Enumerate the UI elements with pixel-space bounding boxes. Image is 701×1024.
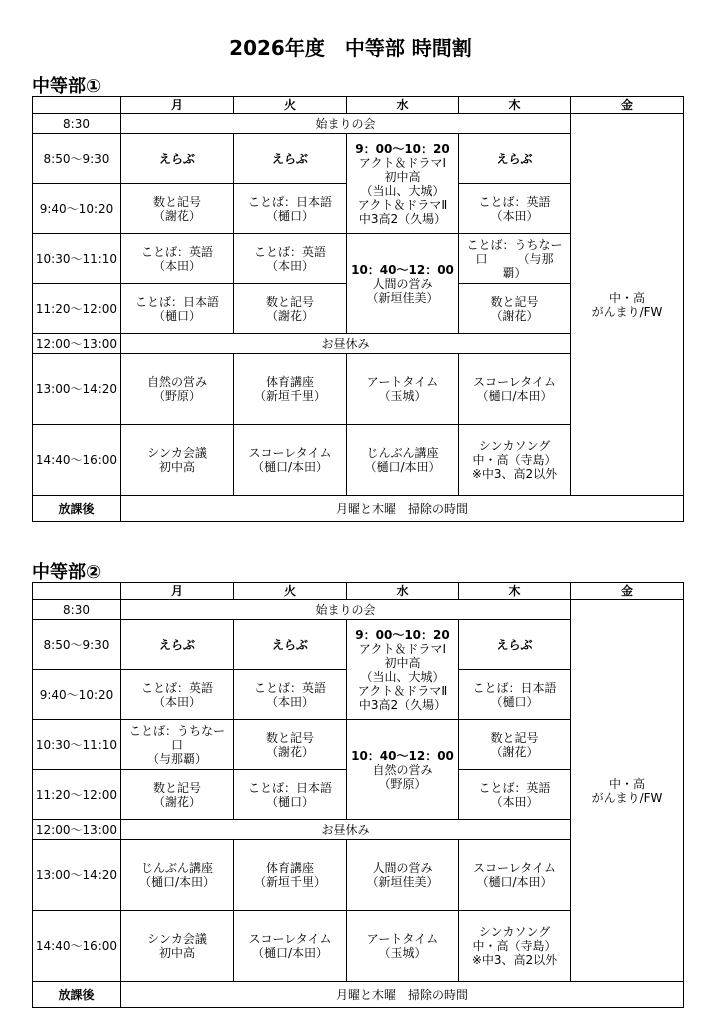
class-line: （新垣千里）	[253, 875, 326, 889]
class-line: ことば：日本語	[472, 680, 557, 695]
class-line: じんぶん講座	[140, 861, 213, 875]
class-line: 体育講座	[265, 861, 314, 875]
class-cell	[121, 425, 234, 496]
class-line: ことば：英語	[140, 244, 213, 259]
time-cell: 11:20〜12:00	[33, 284, 121, 334]
class-line: シンカ会議	[147, 932, 207, 946]
class-line: ことば：英語	[478, 194, 551, 209]
class-cell	[459, 620, 571, 670]
time-cell: 10:30〜11:10	[33, 234, 121, 284]
timetable	[32, 582, 684, 1008]
opening-row	[33, 600, 684, 620]
class-line: （樋口）	[265, 794, 314, 809]
time-cell: 14:40〜16:00	[33, 911, 121, 982]
wednesday-block	[347, 620, 459, 720]
class-line: （樋口）	[152, 308, 201, 323]
time-cell: 8:50〜9:30	[33, 620, 121, 670]
class-line: スコーレタイム	[472, 861, 557, 875]
class-cell	[459, 720, 571, 770]
wed-line: （新垣佳美）	[366, 290, 439, 305]
class-line: 体育講座	[265, 375, 314, 389]
class-line: （本田）	[490, 794, 539, 809]
time-cell: 13:00〜14:20	[33, 354, 121, 425]
wednesday-block	[347, 134, 459, 234]
class-line: ※中3、高2以外	[471, 953, 558, 967]
class-line: えらぶ	[496, 151, 533, 166]
time-cell: 13:00〜14:20	[33, 840, 121, 911]
time-cell: 8:30	[33, 114, 121, 134]
lunch-cell: お昼休み	[121, 334, 571, 354]
section-title: 中等部②	[32, 562, 102, 583]
day-header-tue: 火	[234, 583, 347, 600]
class-line: （樋口/本田）	[364, 460, 441, 474]
class-line: ことば：うちなー	[128, 723, 225, 738]
class-cell	[121, 720, 234, 770]
class-line: アートタイム	[366, 932, 439, 946]
class-cell	[121, 354, 234, 425]
wed-line: （当山、大城）	[360, 669, 445, 684]
class-cell	[459, 184, 571, 234]
after-school-cell: 月曜と木曜 掃除の時間	[121, 982, 684, 1008]
wed-line: アクト＆ドラマⅡ	[357, 197, 448, 212]
class-cell	[347, 840, 459, 911]
opening-cell: 始まりの会	[121, 114, 571, 134]
opening-cell: 始まりの会	[121, 600, 571, 620]
class-line: スコーレタイム	[248, 932, 332, 946]
class-line: 初中高	[158, 946, 195, 960]
time-cell: 11:20〜12:00	[33, 770, 121, 820]
class-cell	[234, 720, 347, 770]
class-line: ことば：英語	[140, 680, 213, 695]
class-cell	[347, 354, 459, 425]
class-cell	[347, 425, 459, 496]
day-header-row	[33, 583, 684, 600]
class-line: （謝花）	[152, 208, 201, 223]
class-line: えらぶ	[271, 151, 308, 166]
class-line: 口	[170, 737, 183, 752]
class-line: （謝花）	[265, 308, 314, 323]
class-line: シンカソング	[478, 925, 551, 939]
class-line: ※中3、高2以外	[471, 467, 558, 481]
class-line: スコーレタイム	[472, 375, 557, 389]
class-cell	[234, 770, 347, 820]
class-line: （謝花）	[265, 744, 314, 759]
class-line: （玉城）	[378, 946, 427, 960]
wed-line: アクト＆ドラマⅠ	[358, 641, 447, 656]
day-header-row	[33, 97, 684, 114]
wed-time-line: 9：00〜10：20	[355, 141, 450, 156]
opening-row	[33, 114, 684, 134]
class-cell	[459, 770, 571, 820]
class-cell	[121, 840, 234, 911]
wed-time-line: 9：00〜10：20	[355, 627, 450, 642]
class-line: 数と記号	[265, 730, 314, 745]
wed-line: 中3高2（久場）	[358, 697, 447, 712]
class-cell	[121, 134, 234, 184]
class-line: （本田）	[152, 694, 201, 709]
class-line: 初中高	[158, 460, 195, 474]
class-line: ことば：日本語	[134, 294, 219, 309]
class-cell	[347, 911, 459, 982]
day-header-wed: 水	[347, 583, 459, 600]
class-line: 覇）	[502, 265, 527, 280]
class-line: （本田）	[152, 258, 201, 273]
class-line: 自然の営み	[146, 375, 207, 389]
class-line: 数と記号	[490, 294, 539, 309]
after-school-row	[33, 982, 684, 1008]
class-cell	[234, 840, 347, 911]
class-line: （与那覇）	[146, 751, 207, 766]
class-cell	[459, 134, 571, 184]
class-cell	[459, 670, 571, 720]
class-line: シンカ会議	[147, 446, 207, 460]
class-line: （樋口/本田）	[138, 875, 216, 889]
wednesday-block	[347, 234, 459, 334]
day-header-wed: 水	[347, 97, 459, 114]
class-line: （樋口/本田）	[251, 946, 329, 960]
class-line: スコーレタイム	[248, 446, 332, 460]
day-header-fri: 金	[571, 583, 684, 600]
class-line: ことば：日本語	[247, 194, 332, 209]
class-line: 中・高（寺島）	[472, 939, 557, 953]
class-line: 数と記号	[490, 730, 539, 745]
day-header-mon: 月	[121, 97, 234, 114]
corner-cell	[33, 97, 121, 114]
friday-block	[571, 600, 684, 982]
class-cell	[234, 354, 347, 425]
wed-time-line: 10：40〜12：00	[351, 748, 454, 763]
after-school-label: 放課後	[33, 496, 121, 522]
class-line: 人間の営み	[372, 861, 433, 875]
time-cell: 9:40〜10:20	[33, 184, 121, 234]
wed-line: 初中高	[384, 169, 421, 184]
class-line: （樋口/本田）	[476, 389, 553, 403]
class-line: （本田）	[265, 694, 314, 709]
class-line: （樋口）	[265, 208, 314, 223]
class-line: えらぶ	[496, 637, 533, 652]
wed-line: （当山、大城）	[360, 183, 445, 198]
wed-line: 自然の営み	[372, 762, 433, 777]
class-cell	[459, 354, 571, 425]
class-cell	[121, 620, 234, 670]
time-cell: 12:00〜13:00	[33, 820, 121, 840]
class-line: （謝花）	[490, 744, 539, 759]
day-header-fri: 金	[571, 97, 684, 114]
class-line: （謝花）	[152, 794, 201, 809]
wed-time-line: 10：40〜12：00	[351, 262, 454, 277]
class-line: （樋口）	[490, 694, 539, 709]
day-header-mon: 月	[121, 583, 234, 600]
class-line: 中・高（寺島）	[472, 453, 557, 467]
wed-line: 中3高2（久場）	[358, 211, 447, 226]
class-cell	[459, 234, 571, 284]
friday-line: がんまり/FW	[591, 304, 663, 319]
class-line: （新垣千里）	[253, 389, 326, 403]
friday-line: がんまり/FW	[591, 790, 663, 805]
class-cell	[121, 284, 234, 334]
class-line: （樋口/本田）	[476, 875, 553, 889]
class-line: ことば：英語	[478, 780, 551, 795]
class-line: えらぶ	[271, 637, 308, 652]
class-line: ことば：日本語	[247, 780, 332, 795]
class-cell	[459, 840, 571, 911]
class-line: （本田）	[265, 258, 314, 273]
class-line: （本田）	[490, 208, 539, 223]
lunch-cell: お昼休み	[121, 820, 571, 840]
class-cell	[459, 284, 571, 334]
class-cell	[459, 911, 571, 982]
class-line: （野原）	[152, 389, 201, 403]
class-cell	[234, 670, 347, 720]
class-cell	[121, 184, 234, 234]
class-cell	[234, 620, 347, 670]
class-line: （新垣佳美）	[366, 875, 439, 889]
class-line: 数と記号	[152, 780, 201, 795]
class-cell	[121, 670, 234, 720]
class-line: 数と記号	[152, 194, 201, 209]
class-line: ことば：英語	[253, 244, 326, 259]
class-line: （謝花）	[490, 308, 539, 323]
time-cell: 14:40〜16:00	[33, 425, 121, 496]
corner-cell	[33, 583, 121, 600]
after-school-cell: 月曜と木曜 掃除の時間	[121, 496, 684, 522]
class-line: シンカソング	[478, 439, 551, 453]
class-cell	[121, 234, 234, 284]
class-cell	[234, 234, 347, 284]
day-header-tue: 火	[234, 97, 347, 114]
class-cell	[234, 284, 347, 334]
wed-line: アクト＆ドラマⅡ	[357, 683, 448, 698]
class-line: えらぶ	[158, 637, 195, 652]
time-cell: 8:50〜9:30	[33, 134, 121, 184]
time-cell: 12:00〜13:00	[33, 334, 121, 354]
class-cell	[234, 911, 347, 982]
class-cell	[459, 425, 571, 496]
class-line: （樋口/本田）	[251, 460, 329, 474]
class-line: ことば：うちなー	[466, 237, 563, 252]
class-cell	[234, 184, 347, 234]
day-header-thu: 木	[459, 97, 571, 114]
after-school-row	[33, 496, 684, 522]
timetable	[32, 96, 684, 522]
class-line: 口 （与那	[475, 251, 554, 266]
class-line: ことば：英語	[253, 680, 326, 695]
time-cell: 9:40〜10:20	[33, 670, 121, 720]
friday-line: 中・高	[608, 776, 645, 791]
document-title: 2026年度 中等部 時間割	[229, 36, 472, 60]
day-header-thu: 木	[459, 583, 571, 600]
after-school-label: 放課後	[33, 982, 121, 1008]
class-cell	[234, 425, 347, 496]
class-line: （玉城）	[378, 389, 427, 403]
class-line: アートタイム	[366, 375, 439, 389]
wed-line: （野原）	[378, 776, 427, 791]
class-cell	[121, 911, 234, 982]
wed-line: 初中高	[384, 655, 421, 670]
wed-line: 人間の営み	[372, 276, 433, 291]
wed-line: アクト＆ドラマⅠ	[358, 155, 447, 170]
class-cell	[121, 770, 234, 820]
class-cell	[234, 134, 347, 184]
friday-line: 中・高	[608, 290, 645, 305]
friday-block	[571, 114, 684, 496]
wednesday-block	[347, 720, 459, 820]
section-title: 中等部①	[32, 76, 102, 97]
class-line: えらぶ	[158, 151, 195, 166]
time-cell: 10:30〜11:10	[33, 720, 121, 770]
class-line: 数と記号	[265, 294, 314, 309]
time-cell: 8:30	[33, 600, 121, 620]
class-line: じんぶん講座	[366, 446, 439, 460]
